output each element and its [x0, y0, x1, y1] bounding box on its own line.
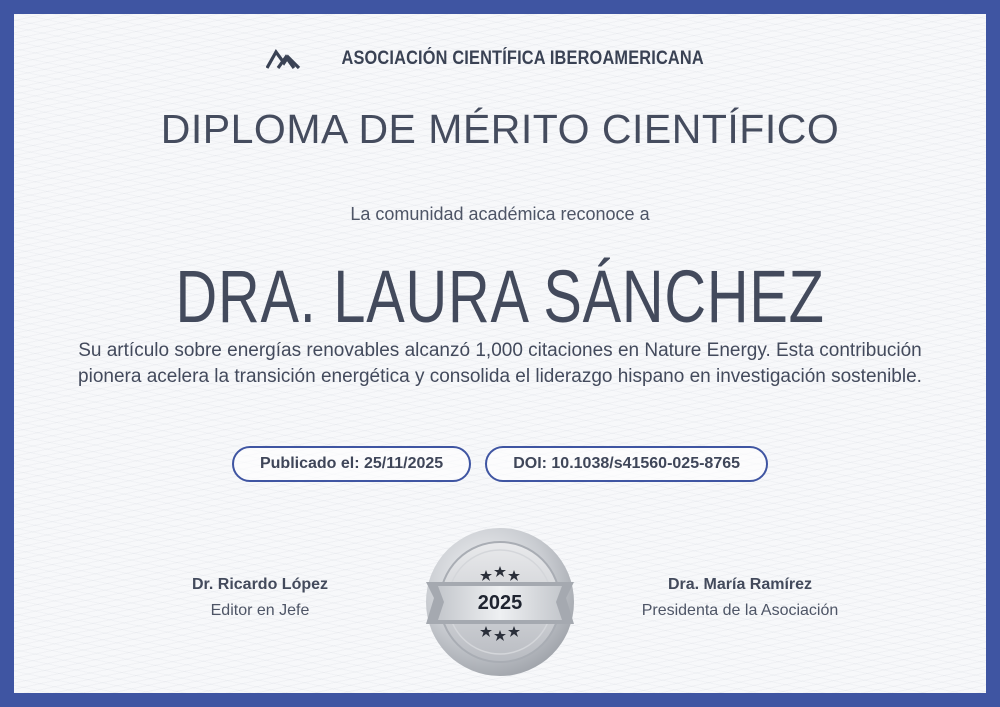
certificate-paper [14, 14, 986, 693]
signatory-left-name: Dr. Ricardo López [191, 576, 329, 593]
certificate-title: DIPLOMA DE MÉRITO CIENTÍFICO [160, 106, 840, 152]
publication-badges [14, 446, 986, 484]
doi-badge: DOI: 10.1038/s41560-025-8765 [485, 446, 768, 482]
organization-header [14, 44, 986, 74]
organization-name: ASOCIACIÓN CIENTÍFICA IBEROAMERICANA [341, 48, 705, 69]
intro-text: La comunidad académica reconoce a [350, 204, 650, 224]
seal-year: 2025 [477, 592, 523, 614]
mountain-logo-icon [266, 48, 302, 70]
recipient-name [14, 254, 986, 339]
signatory-right-role: Presidenta de la Asociación [641, 602, 839, 619]
signatory-left [140, 576, 380, 620]
certificate-description: Su artículo sobre energías renovables alcanzó 1,000 citaciones en Nature Energy. Esta contribución pionera acelera la transición energética y consolida el liderazgo hispano en investigación sostenible. [78, 340, 922, 387]
signatory-left-role: Editor en Jefe [210, 602, 310, 619]
published-date-badge: Publicado el: 25/11/2025 [232, 446, 471, 482]
recipient-name-text: DRA. LAURA SÁNCHEZ [175, 255, 825, 338]
signatory-right-name: Dra. María Ramírez [667, 576, 813, 593]
signatory-right [620, 576, 860, 620]
silver-medal-seal-icon [424, 526, 576, 678]
